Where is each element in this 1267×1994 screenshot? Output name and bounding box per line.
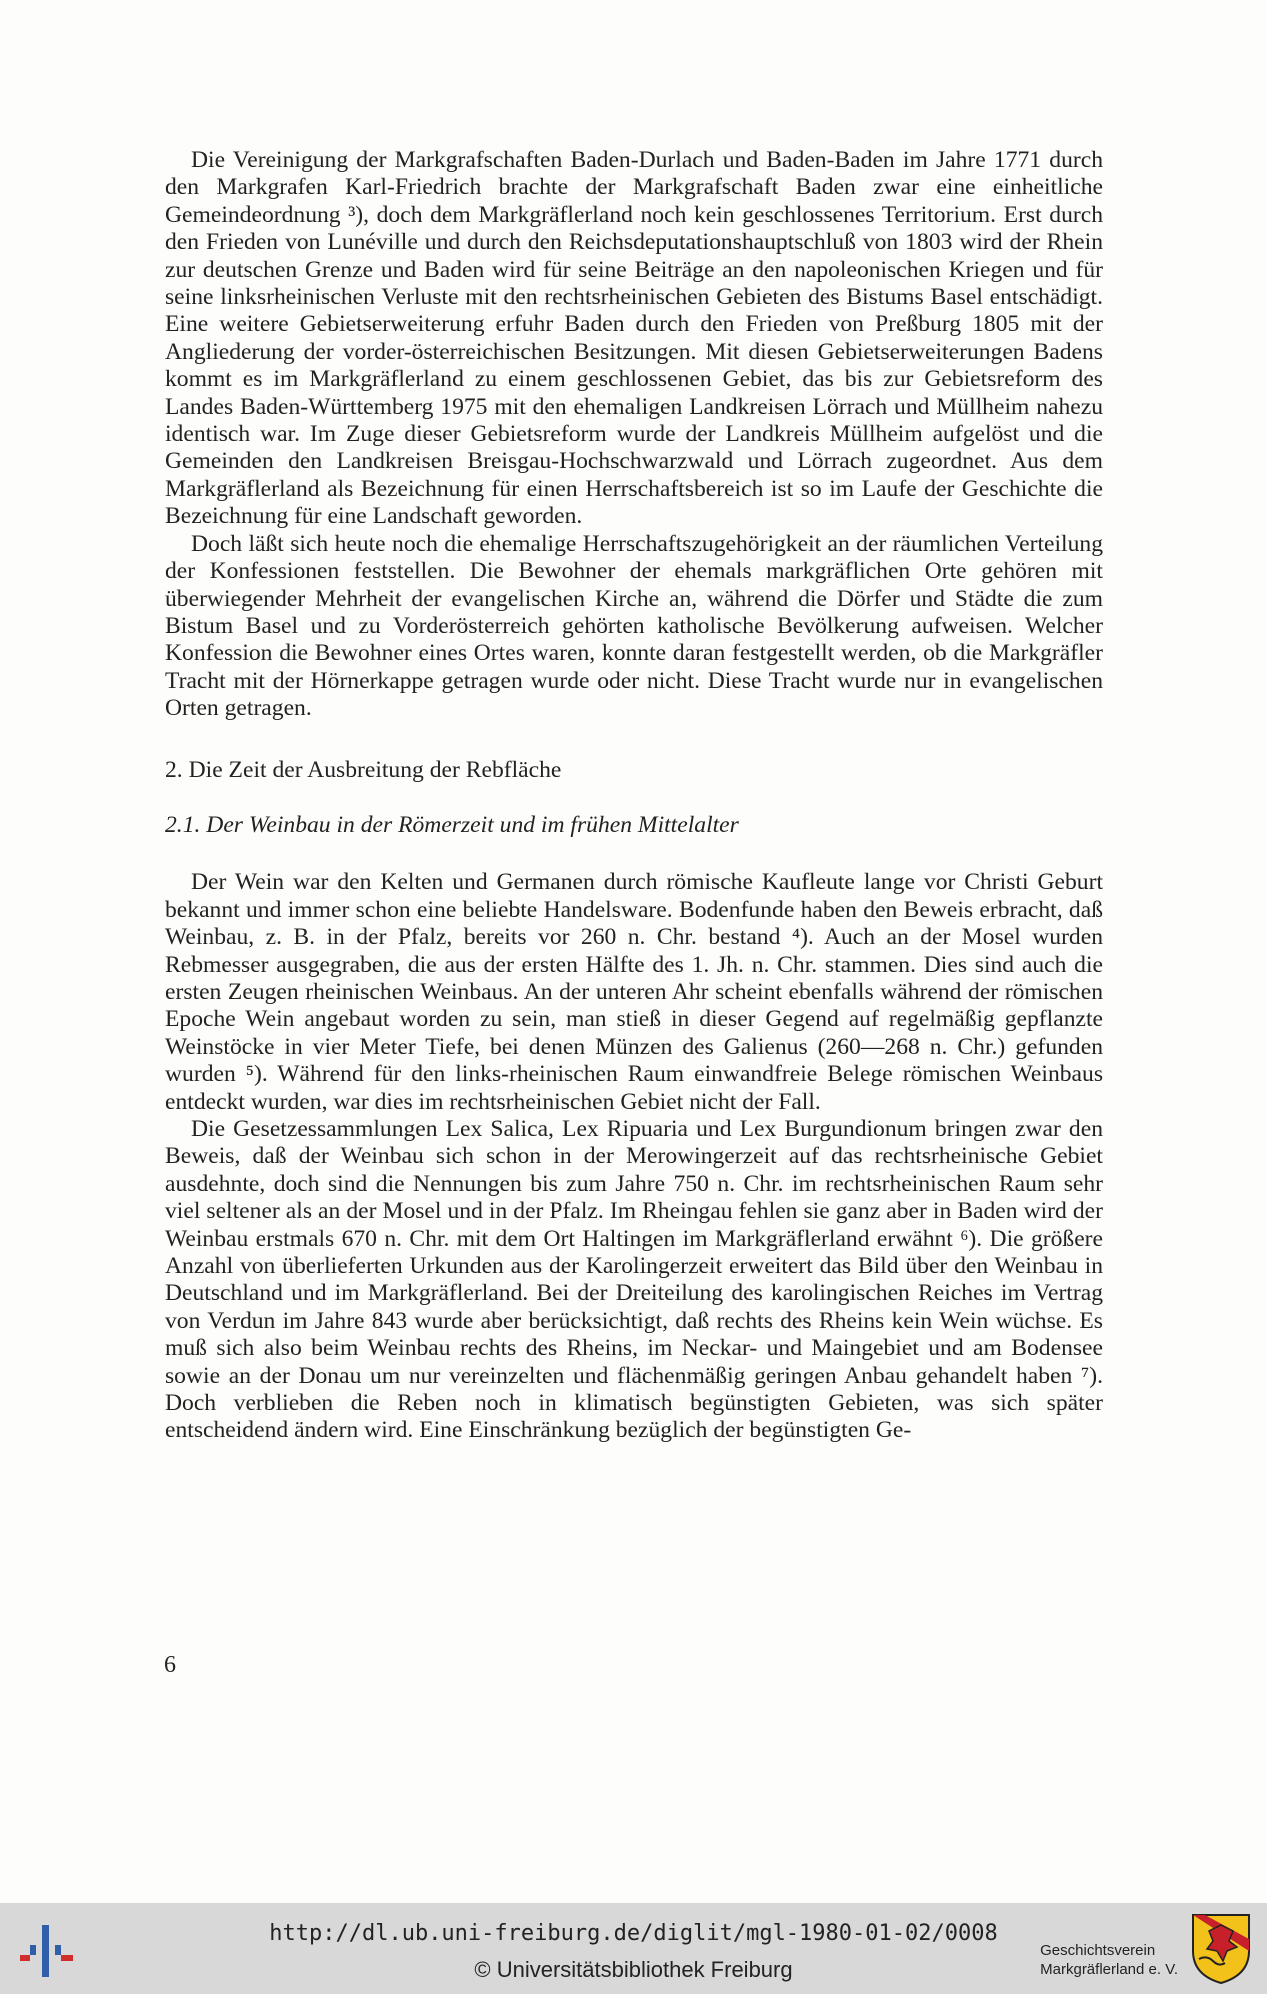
paragraph-intro-1: Die Vereinigung der Markgrafschaften Baden-Durlach und Baden-Baden im Jahre 1771 durch den Markgrafen Karl-Friedrich brachte der Markgrafschaft Baden zwar eine einheitliche Gemeindeordnung ³), doch dem Markgräflerland noch kein geschlossenes Territorium. Erst durch den Frieden von Lunéville und durch den Reichsdeputationshauptschluß von 1803 wird der Rhein zur deutschen Grenze und Baden wird für seine Beiträge an den napoleonischen Kriegen und für seine linksrheinischen Verluste mit den rechtsrheinischen Gebieten des Bistums Basel entschädigt. Eine weitere Gebietserweiterung erfuhr Baden durch den Frieden von Preßburg 1805 mit der Angliederung der vorder-österreichischen Besitzungen. Mit diesen Gebietserweiterungen Badens kommt es im Markgräflerland zu einem geschlossenen Gebiet, das bis zur Gebietsreform des Landes Baden-Württemberg 1975 mit den ehemaligen Landkreisen Lörrach und Müllheim nahezu identisch war. Im Zuge dieser Gebietsreform wurde der Landkreis Müllheim aufgelöst und die Gemeinden den Landkreisen Breisgau-Hochschwarzwald und Lörrach zugeordnet. Aus dem Markgräflerland als Bezeichnung für einen Herrschaftsbereich ist so im Laufe der Geschichte die Bezeichnung für eine Landschaft geworden. bbox=[165, 147, 1103, 530]
footer-bar bbox=[0, 1903, 1267, 1994]
society-name-line2: Markgräflerland e. V. bbox=[1040, 1961, 1178, 1978]
section-heading: 2. Die Zeit der Ausbreitung der Rebfläche bbox=[165, 756, 562, 783]
paragraph-intro-2: Doch läßt sich heute noch die ehemalige Herrschaftszugehörigkeit an der räumlichen Verteilung der Konfessionen feststellen. Die Bewohner der ehemals markgräflichen Orte gehören mit überwiegender Mehrheit der evangelischen Kirche an, während die Dörfer und Städte die zum Bistum Basel und zu Vorderösterreich gehörten katholische Bevölkerung aufweisen. Welcher Konfession die Bewohner eines Ortes waren, konnte daran festgestellt werden, ob die Markgräfler Tracht mit der Hörnerkappe getragen wurde oder nicht. Diese Tracht wurde nur in evangelischen Orten getragen. bbox=[165, 530, 1103, 722]
society-name[interactable] bbox=[1040, 1941, 1178, 1979]
society-name-line1: Geschichtsverein bbox=[1040, 1942, 1156, 1959]
subsection-heading: 2.1. Der Weinbau in der Römerzeit und im frühen Mittelalter bbox=[165, 811, 739, 838]
paragraph-section-2: Die Gesetzessammlungen Lex Salica, Lex Ripuaria und Lex Burgundionum bringen zwar den Beweis, daß der Weinbau sich schon in der Merowingerzeit auf das rechtsrheinische Gebiet ausdehnte, doch sind die Nennungen bis zum Jahre 750 n. Chr. im rechtsrheinischen Raum sehr viel seltener als an der Mosel und in der Pfalz. Im Rheingau fehlen sie ganz aber in Baden wird der Weinbau erstmals 670 n. Chr. mit dem Ort Haltingen im Markgräflerland erwähnt ⁶). Die größere Anzahl von überlieferten Urkunden aus der Karolingerzeit erweitert das Bild über den Weinbau in Deutschland und im Markgräflerland. Bei der Dreiteilung des karolingischen Reiches im Vertrag von Verdun im Jahre 843 wurde aber berücksichtigt, daß rechts des Rheins kein Wein wüchse. Es muß sich also beim Weinbau rechts des Rheins, im Neckar- und Maingebiet und am Bodensee sowie an der Donau um nur vereinzelten und flächenmäßig geringen Anbau gehandelt haben ⁷). Doch verblieben die Reben noch in klimatisch begünstigten Gebieten, was sich später entscheidend ändern wird. Eine Einschränkung bezüglich der begünstigten Ge- bbox=[165, 1116, 1103, 1444]
page-body bbox=[165, 147, 1103, 1445]
footer-url-link[interactable]: http://dl.ub.uni-freiburg.de/diglit/mgl-1980-01-02/0008 bbox=[269, 1921, 998, 1946]
markgraeflerland-crest-icon[interactable] bbox=[1189, 1911, 1253, 1985]
paragraph-section-1: Der Wein war den Kelten und Germanen durch römische Kaufleute lange vor Christi Geburt bekannt und immer schon eine beliebte Handelsware. Bodenfunde haben den Beweis erbracht, daß Weinbau, z. B. in der Pfalz, bereits vor 260 n. Chr. bestand ⁴). Auch an der Mosel wurden Rebmesser ausgegraben, die aus der ersten Hälfte des 1. Jh. n. Chr. stammen. Dies sind auch die ersten Zeugen rheinischen Weinbaus. An der unteren Ahr scheint ebenfalls während der römischen Epoche Wein angebaut worden zu sein, man stieß in dieser Gegend auf regelmäßig gepflanzte Weinstöcke in vier Meter Tiefe, bei denen Münzen des Galienus (260—268 n. Chr.) gefunden wurden ⁵). Während für den links-rheinischen Raum einwandfreie Belege römischen Weinbaus entdeckt wurden, war dies im rechtsrheinischen Gebiet nicht der Fall. bbox=[165, 869, 1103, 1115]
footer-copyright: © Universitätsbibliothek Freiburg bbox=[474, 1957, 793, 1982]
page-number: 6 bbox=[164, 1652, 176, 1678]
